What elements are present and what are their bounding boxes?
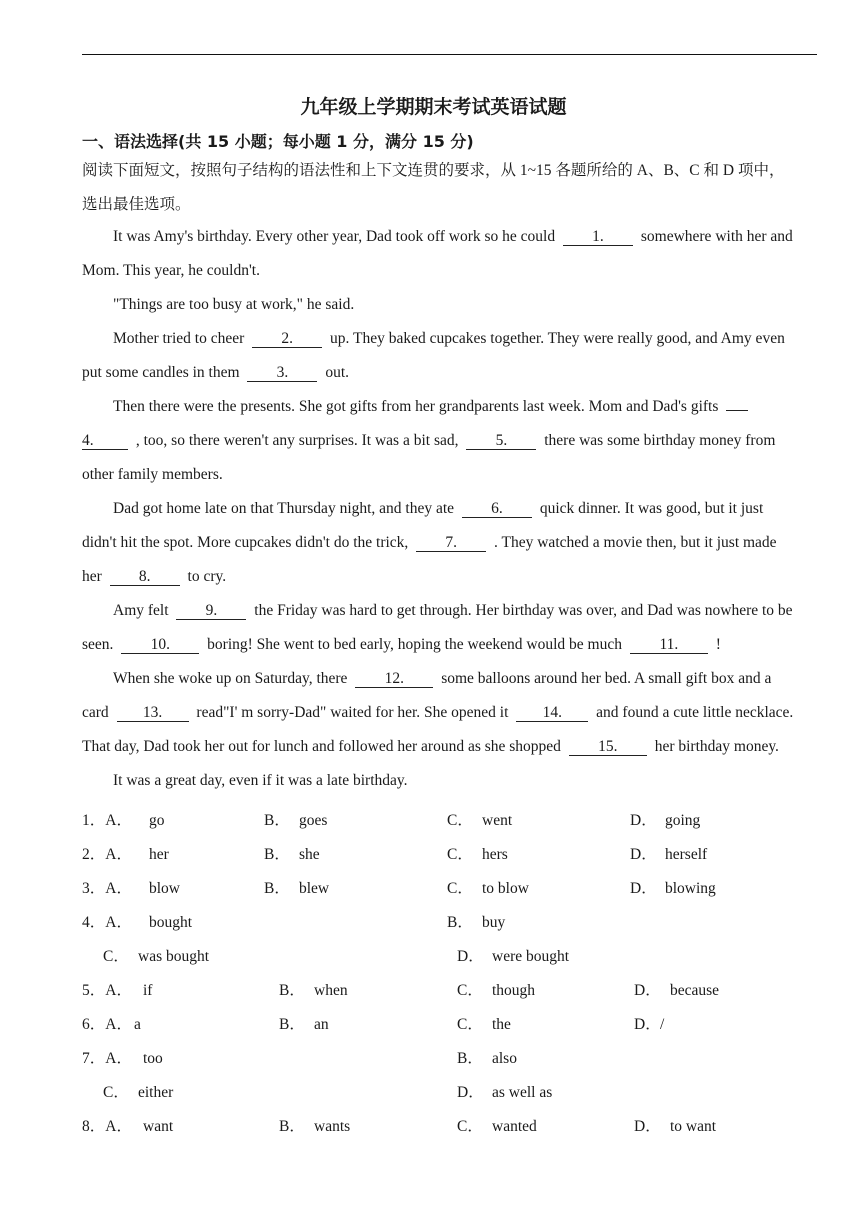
question-5-option-d[interactable] xyxy=(634,978,719,1000)
option-text: were bought xyxy=(492,948,570,965)
blank-5[interactable]: 5. xyxy=(466,432,536,450)
question-3-option-a[interactable] xyxy=(82,876,180,898)
passage-text: Then there were the presents. She got gifts from her grandparents last week. Mom and Dad's gifts xyxy=(113,398,719,415)
passage-text: . They watched a movie then, but it just made xyxy=(494,534,777,551)
blank-1[interactable]: 1. xyxy=(563,228,633,246)
option-text: / xyxy=(660,1016,665,1033)
passage-line: other family members. xyxy=(82,466,223,483)
question-3-option-c[interactable] xyxy=(447,876,529,898)
question-5-option-b[interactable] xyxy=(279,978,348,1000)
passage-line xyxy=(82,432,822,450)
option-text: she xyxy=(299,846,320,863)
question-1-option-a[interactable] xyxy=(82,808,165,830)
question-7-option-b[interactable] xyxy=(457,1046,517,1068)
option-label: C． xyxy=(447,812,473,829)
passage-text: read"I' m sorry-Dad" waited for her. She opened it xyxy=(196,704,509,721)
passage-text: somewhere with her and xyxy=(640,228,793,245)
passage-line: It was a great day, even if it was a late birthday. xyxy=(113,772,408,789)
option-text: goes xyxy=(299,812,328,829)
option-text: wanted xyxy=(492,1118,537,1135)
question-number: 3．A． xyxy=(82,880,132,897)
option-text: buy xyxy=(482,914,506,931)
option-text: if xyxy=(143,982,153,999)
option-label: D． xyxy=(457,948,484,965)
question-8-option-a[interactable] xyxy=(82,1114,173,1136)
option-text: went xyxy=(482,812,513,829)
passage-line xyxy=(82,704,822,722)
passage-line xyxy=(82,636,822,654)
option-text: bought xyxy=(149,914,193,931)
option-text: going xyxy=(665,812,701,829)
question-2-option-a[interactable] xyxy=(82,842,169,864)
passage-text: put some candles in them xyxy=(82,364,240,381)
option-label: D． xyxy=(630,880,657,897)
passage-text: ! xyxy=(715,636,721,653)
option-label: B． xyxy=(264,880,290,897)
passage-line xyxy=(82,398,853,416)
blank-2[interactable]: 2. xyxy=(252,330,322,348)
passage-text: out. xyxy=(325,364,349,381)
option-text: an xyxy=(314,1016,329,1033)
option-text: too xyxy=(143,1050,163,1067)
option-text: wants xyxy=(314,1118,351,1135)
passage-line xyxy=(82,568,822,586)
passage-text: , too, so there weren't any surprises. It was a bit sad, xyxy=(135,432,459,449)
passage-line xyxy=(82,500,853,518)
option-text: either xyxy=(138,1084,174,1101)
blank-12[interactable]: 12. xyxy=(355,670,433,688)
passage-text: Dad got home late on that Thursday night, and they ate xyxy=(113,500,455,517)
option-text: want xyxy=(143,1118,174,1135)
option-text: blowing xyxy=(665,880,716,897)
option-text: a xyxy=(134,1016,141,1033)
option-text: as well as xyxy=(492,1084,553,1101)
option-label: B． xyxy=(279,982,305,999)
question-8-option-d[interactable] xyxy=(634,1114,716,1136)
passage-text: up. They baked cupcakes together. They were really good, and Amy even xyxy=(330,330,785,347)
passage-text: boring! She went to bed early, hoping the weekend would be much xyxy=(207,636,622,653)
blank-10[interactable]: 10. xyxy=(121,636,199,654)
question-4-option-b[interactable] xyxy=(447,910,505,932)
instructions-line-2: 选出最佳选项。 xyxy=(82,196,191,213)
instructions-line-1: 阅读下面短文，按照句子结构的语法性和上下文连贯的要求，从 1~15 各题所给的 A、B、C 和 D 项中， xyxy=(82,162,785,179)
option-label: C． xyxy=(103,948,129,965)
passage-text: It was Amy's birthday. Every other year, Dad took off work so he could xyxy=(113,228,556,245)
question-number: 5．A． xyxy=(82,982,132,999)
option-label: C． xyxy=(457,1118,483,1135)
option-label: C． xyxy=(457,1016,483,1033)
passage-text: the Friday was hard to get through. Her birthday was over, and Dad was nowhere to be xyxy=(254,602,793,619)
passage-line: "Things are too busy at work," he said. xyxy=(113,296,355,313)
passage-line xyxy=(82,738,822,756)
passage-text: card xyxy=(82,704,109,721)
blank-7[interactable]: 7. xyxy=(416,534,486,552)
header-rule xyxy=(82,54,817,55)
option-label: D． xyxy=(634,982,661,999)
option-label: B． xyxy=(264,812,290,829)
question-6-option-d[interactable] xyxy=(634,1012,664,1034)
section-heading: 一、语法选择(共 15 小题；每小题 1 分，满分 15 分) xyxy=(82,132,474,151)
question-5-option-c[interactable] xyxy=(457,978,535,1000)
question-6-option-a[interactable] xyxy=(82,1012,141,1034)
page-title: 九年级上学期期末考试英语试题 xyxy=(300,96,567,118)
option-text: also xyxy=(492,1050,517,1067)
question-7-option-a[interactable] xyxy=(82,1046,163,1068)
passage-line xyxy=(82,330,853,348)
passage-text: there was some birthday money from xyxy=(544,432,776,449)
option-label: D． xyxy=(634,1016,661,1033)
option-label: B． xyxy=(264,846,290,863)
question-8-option-c[interactable] xyxy=(457,1114,537,1136)
question-8-option-b[interactable] xyxy=(279,1114,350,1136)
passage-text: didn't hit the spot. More cupcakes didn't do the trick, xyxy=(82,534,409,551)
blank-4[interactable]: 4. xyxy=(82,432,128,450)
option-text: herself xyxy=(665,846,708,863)
option-label: B． xyxy=(457,1050,483,1067)
option-label: C． xyxy=(447,880,473,897)
option-label: D． xyxy=(634,1118,661,1135)
option-label: C． xyxy=(103,1084,129,1101)
passage-text: some balloons around her bed. A small gift box and a xyxy=(441,670,772,687)
question-2-option-b[interactable] xyxy=(264,842,320,864)
option-label: D． xyxy=(630,812,657,829)
option-text: hers xyxy=(482,846,508,863)
blank-15[interactable]: 15. xyxy=(569,738,647,756)
option-label: C． xyxy=(447,846,473,863)
option-label: D． xyxy=(457,1084,484,1101)
option-text: to blow xyxy=(482,880,529,897)
question-2-option-c[interactable] xyxy=(447,842,508,864)
question-number: 7．A． xyxy=(82,1050,132,1067)
option-label: C． xyxy=(457,982,483,999)
passage-text: That day, Dad took her out for lunch and followed her around as she shopped xyxy=(82,738,561,755)
passage-text: to cry. xyxy=(187,568,227,585)
option-text: because xyxy=(670,982,720,999)
passage-text: Amy felt xyxy=(113,602,169,619)
passage-line xyxy=(82,228,853,246)
blank-6[interactable]: 6. xyxy=(462,500,532,518)
passage-text: her xyxy=(82,568,102,585)
option-text: though xyxy=(492,982,536,999)
question-number: 8．A． xyxy=(82,1118,132,1135)
passage-line xyxy=(82,534,822,552)
passage-line xyxy=(82,602,853,620)
passage-line xyxy=(82,670,853,688)
option-label: B． xyxy=(279,1118,305,1135)
option-text: when xyxy=(314,982,348,999)
question-4-option-d[interactable] xyxy=(457,944,569,966)
passage-text: quick dinner. It was good, but it just xyxy=(539,500,764,517)
blank-8[interactable]: 8. xyxy=(110,568,180,586)
option-text: her xyxy=(149,846,169,863)
question-number: 1．A． xyxy=(82,812,132,829)
passage-text: and found a cute little necklace. xyxy=(596,704,794,721)
blank-3[interactable]: 3. xyxy=(247,364,317,382)
question-5-option-a[interactable] xyxy=(82,978,152,1000)
option-text: blow xyxy=(149,880,180,897)
option-text: to want xyxy=(670,1118,717,1135)
blank-13[interactable]: 13. xyxy=(117,704,189,722)
passage-line xyxy=(82,364,822,382)
passage-text: her birthday money. xyxy=(654,738,779,755)
option-label: B． xyxy=(279,1016,305,1033)
option-text: blew xyxy=(299,880,330,897)
question-3-option-d[interactable] xyxy=(630,876,716,898)
question-number: 2．A． xyxy=(82,846,132,863)
question-number: 4．A． xyxy=(82,914,132,931)
question-3-option-b[interactable] xyxy=(264,876,329,898)
question-number: 6．A． xyxy=(82,1016,132,1033)
blank-9[interactable]: 9. xyxy=(176,602,246,620)
question-6-option-b[interactable] xyxy=(279,1012,329,1034)
option-label: D． xyxy=(630,846,657,863)
passage-text: seen. xyxy=(82,636,114,653)
blank-14[interactable]: 14. xyxy=(516,704,588,722)
question-7-option-d[interactable] xyxy=(457,1080,552,1102)
question-1-option-c[interactable] xyxy=(447,808,512,830)
blank-11[interactable]: 11. xyxy=(630,636,708,654)
option-label: B． xyxy=(447,914,473,931)
question-7-option-c[interactable] xyxy=(103,1080,173,1102)
question-4-option-a[interactable] xyxy=(82,910,192,932)
passage-text: When she woke up on Saturday, there xyxy=(113,670,348,687)
question-6-option-c[interactable] xyxy=(457,1012,511,1034)
option-text: the xyxy=(492,1016,511,1033)
question-4-option-c[interactable] xyxy=(103,944,209,966)
question-1-option-d[interactable] xyxy=(630,808,700,830)
question-2-option-d[interactable] xyxy=(630,842,707,864)
passage-text: Mother tried to cheer xyxy=(113,330,245,347)
passage-line: Mom. This year, he couldn't. xyxy=(82,262,260,279)
question-1-option-b[interactable] xyxy=(264,808,327,830)
option-text: go xyxy=(149,812,165,829)
option-text: was bought xyxy=(138,948,210,965)
blank-4-start[interactable] xyxy=(726,410,748,411)
